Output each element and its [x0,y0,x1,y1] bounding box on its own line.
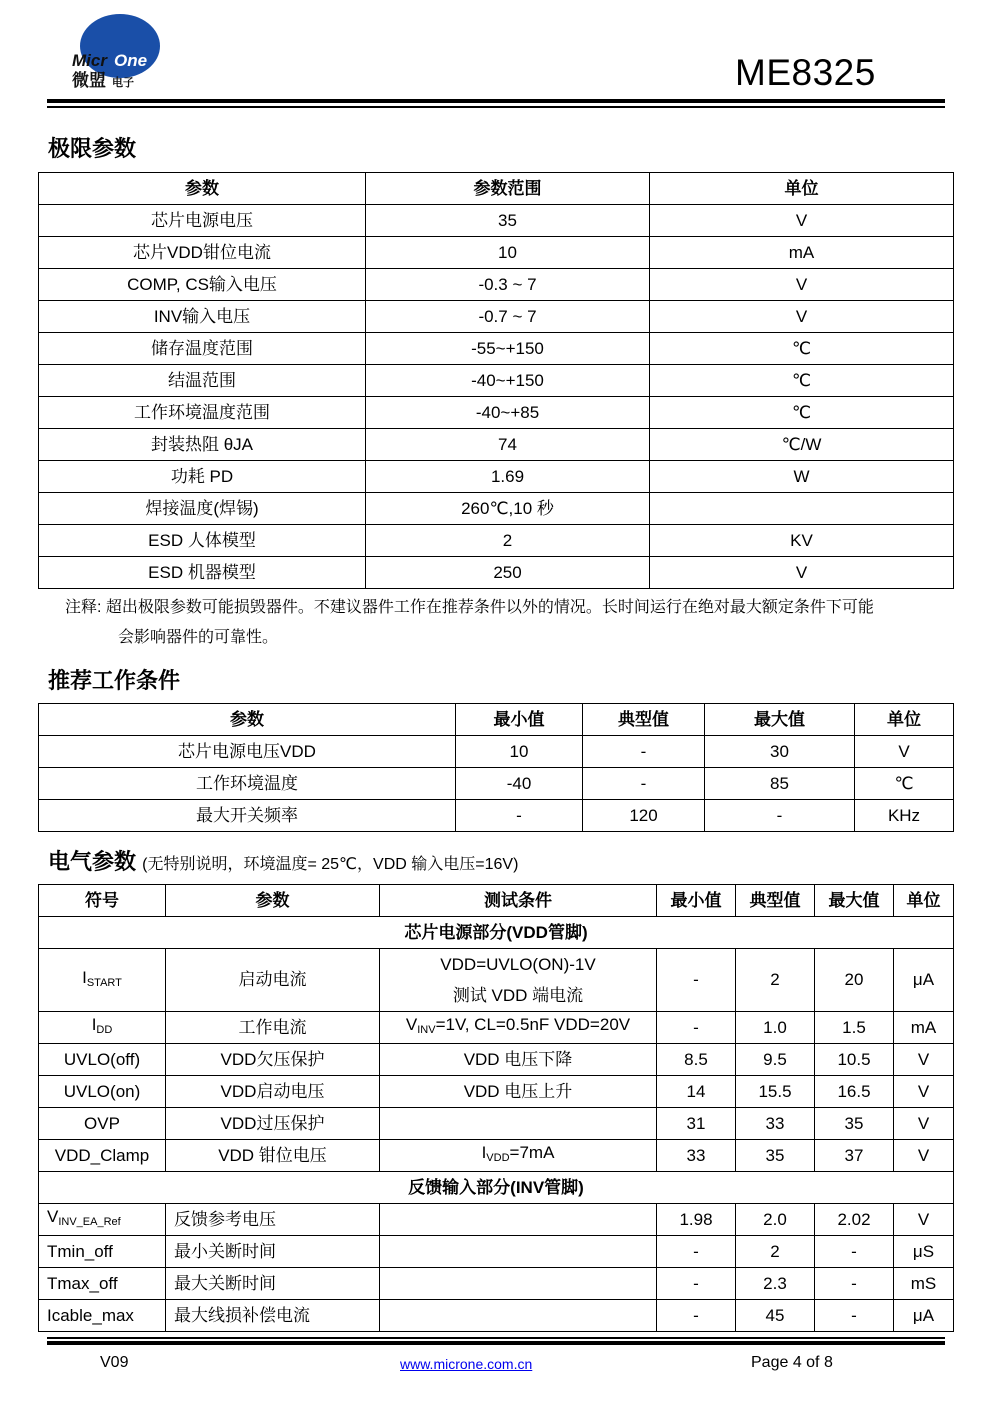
cell: 启动电流 [166,949,380,1012]
cell: V [650,269,954,301]
cell: 250 [366,557,650,589]
table-row [39,269,954,301]
note-line: 会影响器件的可靠性。 [118,629,279,646]
cell: VDD 钳位电压 [166,1140,380,1172]
cell: UVLO(on) [39,1076,166,1108]
cond-part: I [481,1143,487,1162]
cell: ℃ [650,397,954,429]
table-header-row [39,704,954,736]
table-header-row [39,173,954,205]
cond-sub: INV [417,1024,436,1036]
cell: 2 [366,525,650,557]
abs-max-note [65,593,950,653]
cell: 功耗 PD [39,461,366,493]
header-rule [47,99,945,103]
cell: VDD 电压上升 [380,1076,657,1108]
table-row [39,768,954,800]
section-header-vdd: 芯片电源部分(VDD管脚) [39,917,954,949]
cell: OVP [39,1108,166,1140]
cell: - [583,736,705,768]
table-row [39,205,954,237]
cell: 1.98 [657,1204,736,1236]
cell: INV输入电压 [39,301,366,333]
cell: -40~+85 [366,397,650,429]
cell: - [815,1236,894,1268]
cell [380,1236,657,1268]
table-row [39,1076,954,1108]
table-row [39,1204,954,1236]
cell: Tmin_off [39,1236,166,1268]
cell: 33 [736,1108,815,1140]
cell: VDD 电压下降 [380,1044,657,1076]
cell: 2.0 [736,1204,815,1236]
cell: - [583,768,705,800]
cell: 74 [366,429,650,461]
cell: 芯片电源电压VDD [39,736,456,768]
table-row [39,1268,954,1300]
table-row [39,1044,954,1076]
note-line: 注释: 超出极限参数可能损毁器件。不建议器件工作在推荐条件以外的情况。长时间运行在绝对最大额定条件下可能 [65,599,874,616]
cond-part: V [405,1015,418,1034]
cell: 85 [705,768,855,800]
col-header: 参数范围 [366,173,650,205]
table-row [39,237,954,269]
table-row [39,1300,954,1332]
col-header: 参数 [166,885,380,917]
recommended-title: 推荐工作条件 [48,668,181,693]
cell [380,1268,657,1300]
cell: 16.5 [815,1076,894,1108]
condition-cell [380,1012,657,1044]
cell: 14 [657,1076,736,1108]
condition-line: VDD=UVLO(ON)-1V [440,955,596,974]
cell: 1.0 [736,1012,815,1044]
col-header: 单位 [855,704,954,736]
cell: mS [894,1268,954,1300]
table-row [39,1012,954,1044]
cell: - [657,1236,736,1268]
cell: V [855,736,954,768]
svg-text:微盟: 微盟 [72,71,106,91]
cell: 33 [657,1140,736,1172]
electrical-table [38,884,954,1332]
website-link[interactable]: www.microne.com.cn [400,1356,533,1372]
cell: 35 [736,1140,815,1172]
cell: ℃ [855,768,954,800]
col-header: 最大值 [815,885,894,917]
cell: 焊接温度(焊锡) [39,493,366,525]
cell: μS [894,1236,954,1268]
cell: 工作环境温度 [39,768,456,800]
cell: 15.5 [736,1076,815,1108]
condition-line: 测试 VDD 端电流 [452,986,584,1005]
cell: - [657,949,736,1012]
symbol-cell [39,1012,166,1044]
cell: V [650,557,954,589]
cell: 30 [705,736,855,768]
cell: V [894,1204,954,1236]
cell: - [456,800,583,832]
cell: COMP, CS输入电压 [39,269,366,301]
table-row [39,333,954,365]
col-header: 最小值 [657,885,736,917]
cell: W [650,461,954,493]
cell: 工作环境温度范围 [39,397,366,429]
table-row [39,365,954,397]
svg-text:电子: 电子 [112,76,134,89]
cell: mA [894,1012,954,1044]
table-row [39,736,954,768]
section-row [39,1172,954,1204]
version-label: V09 [100,1354,129,1371]
cell: 37 [815,1140,894,1172]
cell: 9.5 [736,1044,815,1076]
electrical-title-text: 电气参数 [48,849,137,874]
cell: ℃ [650,365,954,397]
cell: - [657,1300,736,1332]
cell: 120 [583,800,705,832]
cell: - [705,800,855,832]
electrical-subtitle: (无特别说明，环境温度= 25℃，VDD 输入电压=16V) [142,856,519,873]
abs-max-title: 极限参数 [48,136,137,161]
table-row [39,525,954,557]
recommended-table [38,703,954,832]
cell: V [894,1108,954,1140]
cell: 10 [366,237,650,269]
table-row [39,800,954,832]
col-header: 参数 [39,704,456,736]
cell [380,1300,657,1332]
electrical-title [48,845,518,876]
cond-part: =7mA [509,1143,555,1162]
cell: Icable_max [39,1300,166,1332]
footer-rule-thin [47,1337,945,1339]
cell: KV [650,525,954,557]
symbol-cell [39,949,166,1012]
cell: V [894,1140,954,1172]
table-row [39,461,954,493]
cell: ESD 机器模型 [39,557,366,589]
cell: - [815,1268,894,1300]
condition-cell [380,1140,657,1172]
cell: V [650,301,954,333]
microne-logo [68,10,168,92]
cell: 10 [456,736,583,768]
cell: 芯片VDD钳位电流 [39,237,366,269]
cell: 2.3 [736,1268,815,1300]
cell: 工作电流 [166,1012,380,1044]
table-row [39,301,954,333]
cell: V [894,1076,954,1108]
cell: 储存温度范围 [39,333,366,365]
cell: 最大开关频率 [39,800,456,832]
table-row [39,949,954,1012]
cell: V [894,1044,954,1076]
cell: 31 [657,1108,736,1140]
cell [650,493,954,525]
cell: 45 [736,1300,815,1332]
cell: - [657,1012,736,1044]
table-row [39,557,954,589]
symbol-sub: INV_EA_Ref [58,1216,121,1228]
section-header-inv: 反馈输入部分(INV管脚) [39,1172,954,1204]
cell: KHz [855,800,954,832]
symbol-cell [39,1204,166,1236]
cell: VDD过压保护 [166,1108,380,1140]
cell: ℃ [650,333,954,365]
cell: 芯片电源电压 [39,205,366,237]
cell: UVLO(off) [39,1044,166,1076]
cell: 结温范围 [39,365,366,397]
table-row [39,397,954,429]
col-header: 典型值 [583,704,705,736]
header-rule-thin [47,106,945,108]
cell: 最小关断时间 [166,1236,380,1268]
cell: 2.02 [815,1204,894,1236]
cell: μA [894,949,954,1012]
symbol-sub: START [86,976,122,989]
cell: VDD启动电压 [166,1076,380,1108]
cell: mA [650,237,954,269]
table-row [39,493,954,525]
cell: 1.69 [366,461,650,493]
col-header: 单位 [894,885,954,917]
cell: -0.7 ~ 7 [366,301,650,333]
table-header-row [39,885,954,917]
cell: 反馈参考电压 [166,1204,380,1236]
cell: μA [894,1300,954,1332]
cond-sub: VDD [486,1152,510,1164]
cell: 封装热阻 θJA [39,429,366,461]
cell: - [815,1300,894,1332]
cell: - [657,1268,736,1300]
symbol: I [82,967,87,987]
col-header: 最小值 [456,704,583,736]
cell: 最大关断时间 [166,1268,380,1300]
condition-cell [380,949,657,1012]
cell: -40~+150 [366,365,650,397]
cell: 8.5 [657,1044,736,1076]
col-header: 测试条件 [380,885,657,917]
cell: 10.5 [815,1044,894,1076]
symbol: I [91,1015,97,1034]
col-header: 典型值 [736,885,815,917]
cell: 20 [815,949,894,1012]
cell: -55~+150 [366,333,650,365]
col-header: 符号 [39,885,166,917]
cell: 2 [736,949,815,1012]
cell [380,1108,657,1140]
cell: 2 [736,1236,815,1268]
section-row [39,917,954,949]
cell: Tmax_off [39,1268,166,1300]
cell: 35 [366,205,650,237]
symbol-sub: DD [96,1024,113,1036]
cell: 260℃,10 秒 [366,493,650,525]
cell: ESD 人体模型 [39,525,366,557]
col-header: 单位 [650,173,954,205]
cell: VDD_Clamp [39,1140,166,1172]
footer-rule [47,1341,945,1345]
cell: 1.5 [815,1012,894,1044]
symbol: V [47,1207,59,1226]
cell: V [650,205,954,237]
cell: VDD欠压保护 [166,1044,380,1076]
table-row [39,429,954,461]
table-row [39,1140,954,1172]
cell [380,1204,657,1236]
table-row [39,1108,954,1140]
page-number: Page 4 of 8 [751,1354,833,1371]
abs-max-table [38,172,954,589]
cell: -0.3 ~ 7 [366,269,650,301]
svg-text:One: One [114,51,148,70]
table-row [39,1236,954,1268]
cell: 最大线损补偿电流 [166,1300,380,1332]
cell: -40 [456,768,583,800]
svg-text:Micr: Micr [72,51,107,70]
col-header: 最大值 [705,704,855,736]
cell: ℃/W [650,429,954,461]
part-number: ME8325 [735,52,876,93]
cell: 35 [815,1108,894,1140]
col-header: 参数 [39,173,366,205]
cond-part: =1V, CL=0.5nF VDD=20V [435,1015,631,1034]
